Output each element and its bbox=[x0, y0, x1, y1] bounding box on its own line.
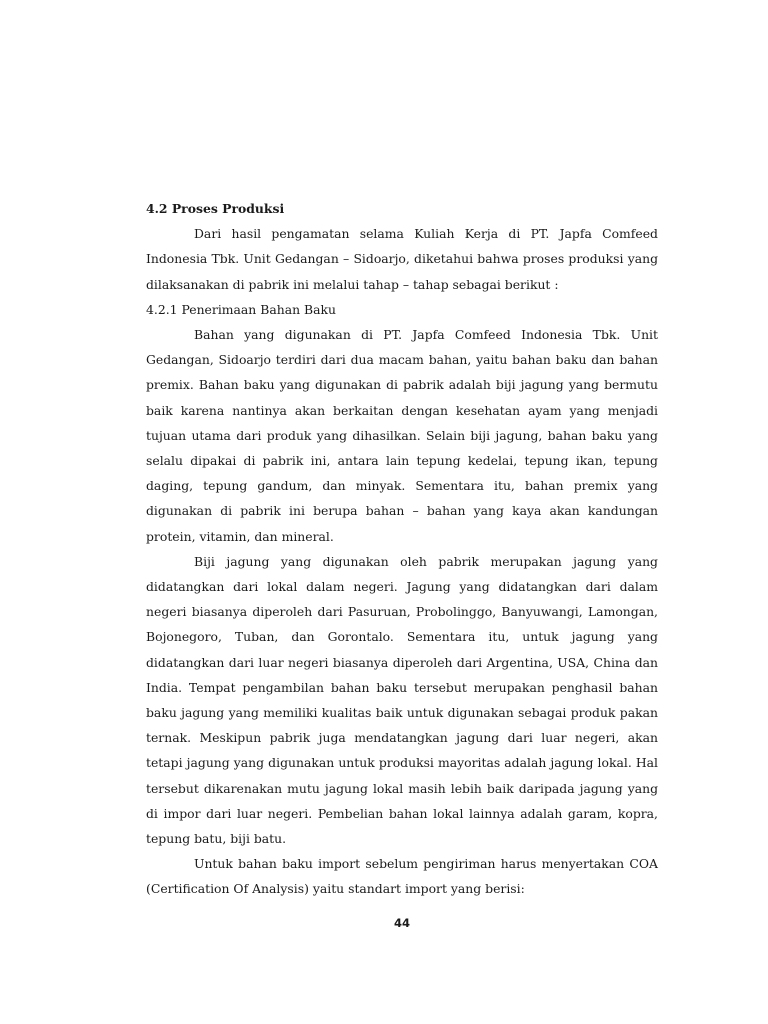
paragraph-import-coa: Untuk bahan baku import sebelum pengiriman harus menyertakan COA (Certification Of Analysis) yaitu standart import yang berisi: bbox=[146, 856, 658, 897]
page-content bbox=[146, 196, 658, 902]
section-heading: 4.2 Proses Produksi bbox=[146, 201, 285, 216]
page-number: 44 bbox=[393, 916, 410, 930]
section-intro-paragraph: Dari hasil pengamatan selama Kuliah Kerja di PT. Japfa Comfeed Indonesia Tbk. Unit Gedangan – Sidoarjo, diketahui bahwa proses produksi yang dilaksanakan di pabrik ini melalui tahap – tahap sebagai berikut : bbox=[146, 226, 658, 292]
paragraph-corn-sources: Biji jagung yang digunakan oleh pabrik merupakan jagung yang didatangkan dari lokal dalam negeri. Jagung yang didatangkan dari dalam negeri biasanya diperoleh dari Pasuruan, Probolinggo, Banyuwangi, Lamongan, Bojonegoro, Tuban, dan Gorontalo. Sementara itu, untuk jagung yang didatangkan dari luar negeri biasanya diperoleh dari Argentina, USA, China dan India. Tempat pengambilan bahan baku tersebut merupakan penghasil bahan baku jagung yang memiliki kualitas baik untuk digunakan sebagai produk pakan ternak. Meskipun pabrik juga mendatangkan jagung dari luar negeri, akan tetapi jagung yang digunakan untuk produksi mayoritas adalah jagung lokal. Hal tersebut dikarenakan mutu jagung lokal masih lebih baik daripada jagung yang di impor dari luar negeri. Pembelian bahan lokal lainnya adalah garam, kopra, tepung batu, biji batu. bbox=[146, 553, 658, 847]
paragraph-raw-materials: Bahan yang digunakan di PT. Japfa Comfeed Indonesia Tbk. Unit Gedangan, Sidoarjo terdiri dari dua macam bahan, yaitu bahan baku dan bahan premix. Bahan baku yang digunakan di pabrik adalah biji jagung yang bermutu baik karena nantinya akan berkaitan dengan kesehatan ayam yang menjadi tujuan utama dari produk yang dihasilkan. Selain biji jagung, bahan baku yang selalu dipakai di pabrik ini, antara lain tepung kedelai, tepung ikan, tepung daging, tepung gandum, dan minyak. Sementara itu, bahan premix yang digunakan di pabrik ini berupa bahan – bahan yang kaya akan kandungan protein, vitamin, dan mineral. bbox=[146, 327, 658, 544]
subsection-heading: 4.2.1 Penerimaan Bahan Baku bbox=[146, 301, 336, 317]
